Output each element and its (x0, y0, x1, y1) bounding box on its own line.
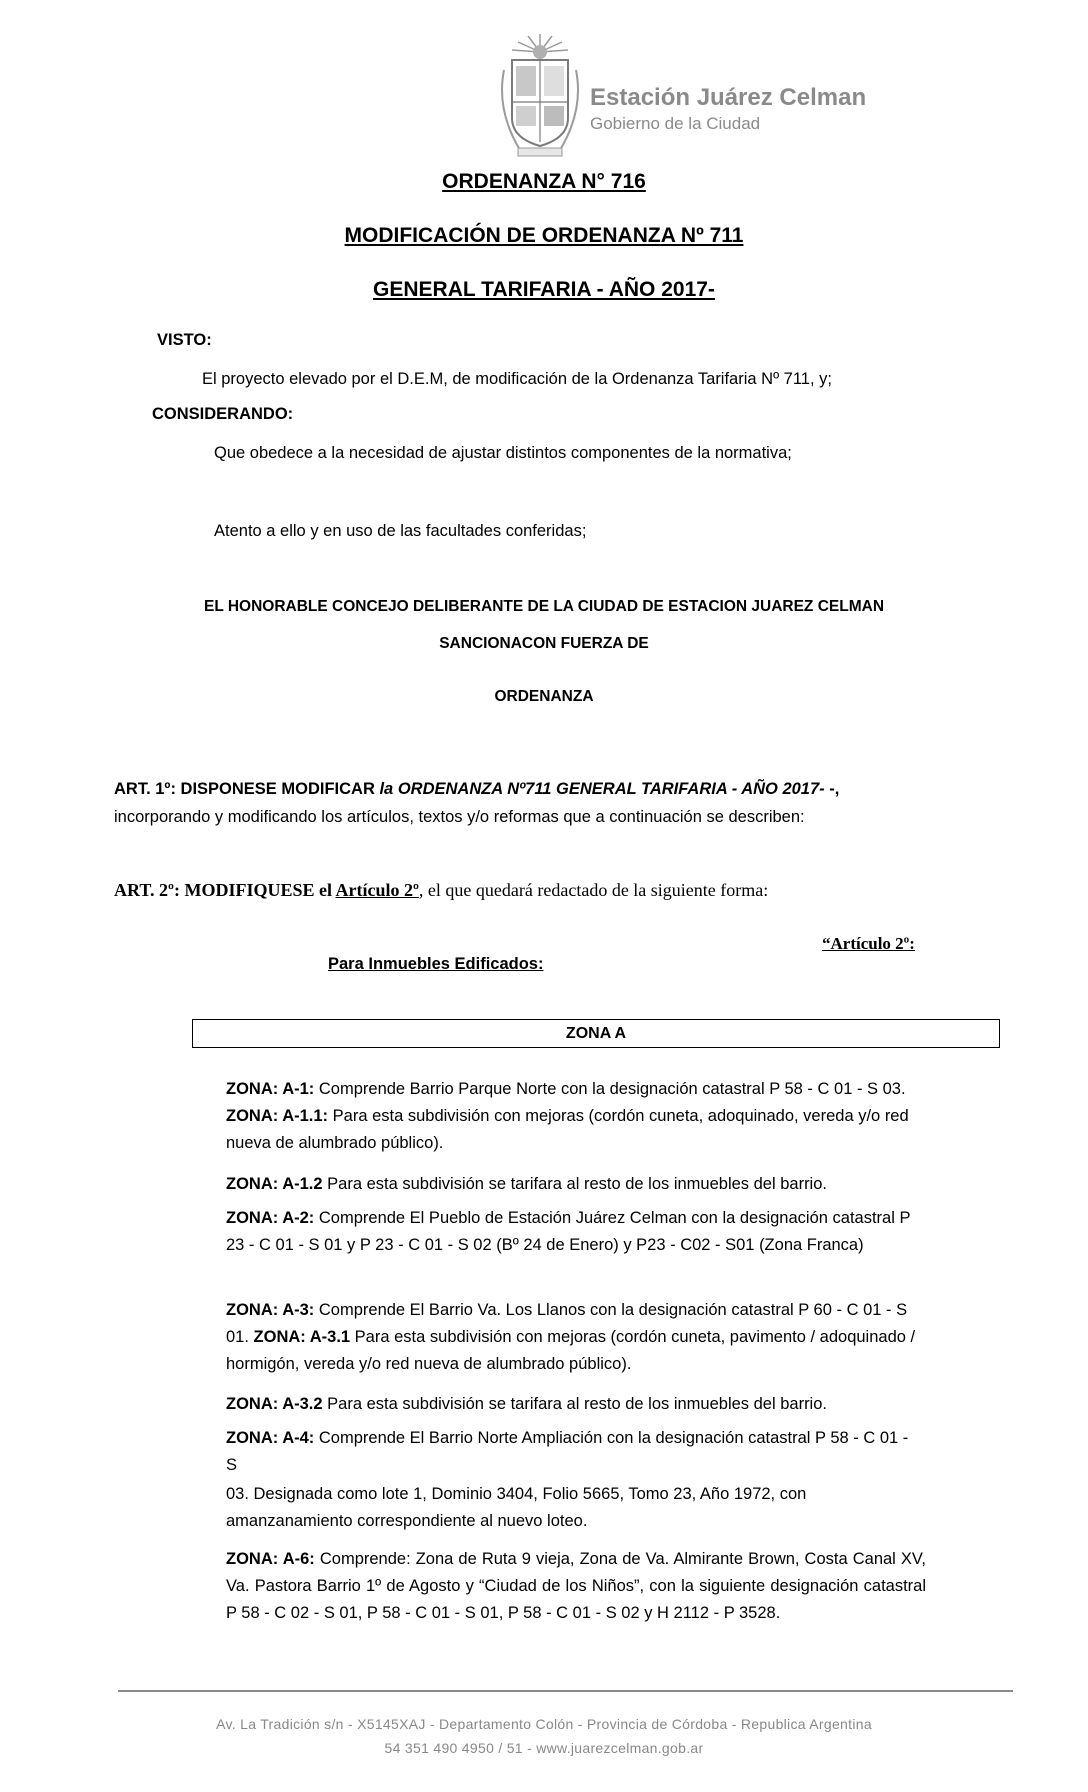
visto-label: VISTO: (157, 331, 212, 349)
zona-a31-label: ZONA: A-3.1 (253, 1328, 351, 1346)
zona-a6-text: Comprende: Zona de Ruta 9 vieja, Zona de Va. Almirante Brown, Costa Canal XV, Va. Pastora Barrio 1º de Agosto y “Ciudad de los Niños”, con la siguiente designación catastral P 58 - C 02 - S 01, P 58 - C 01 - S 01, P 58 - C 01 - S 02 y H 2112 - P 3528. (226, 1550, 926, 1622)
footer-divider (118, 1690, 1013, 1692)
art1-line-2: incorporando y modificando los artículos, textos y/o reformas que a continuación se describen: (114, 808, 805, 826)
modificacion-title: MODIFICACIÓN DE ORDENANZA Nº 711 (344, 224, 744, 247)
edificados-subtitle: Para Inmuebles Edificados: (328, 955, 544, 973)
zona-a2-label: ZONA: A-2: (226, 1209, 315, 1227)
zona-a6-label: ZONA: A-6: (226, 1550, 315, 1568)
zona-a1-text: Comprende Barrio Parque Norte con la designación catastral P 58 - C 01 - S 03. (314, 1080, 906, 1098)
brand-subtitle: Gobierno de la Ciudad (590, 114, 761, 133)
art2-tail: , el que quedará redactado de la siguiente forma: (418, 880, 769, 900)
art1-label: ART. 1º: DISPONESE MODIFICAR (114, 780, 380, 798)
art2-label: ART. 2º: MODIFIQUESE el (114, 880, 336, 900)
zona-a3-paragraph (226, 1297, 926, 1378)
art1-italic: la ORDENANZA Nº711 GENERAL TARIFARIA - AÑO 2017- (379, 780, 825, 798)
zona-a2-text: Comprende El Pueblo de Estación Juárez Celman con la designación catastral P 23 - C 01 - S 01 y P 23 - C 01 - S 02 (Bº 24 de Enero) y P23 - C02 - S01 (Zona Franca) (226, 1209, 911, 1254)
coat-of-arms-icon (490, 30, 590, 160)
considerando-text-1: Que obedece a la necesidad de ajustar distintos componentes de la normativa; (214, 444, 792, 462)
ordenanza-title: ORDENANZA N° 716 (442, 170, 646, 193)
sanciona-line-2: SANCIONACON FUERZA DE (439, 635, 649, 652)
art2-line (114, 880, 768, 901)
footer-address: Av. La Tradición s/n - X5145XAJ - Departamento Colón - Provincia de Córdoba - Republica Argentina (216, 1716, 872, 1732)
zona-a3-label: ZONA: A-3: (226, 1301, 315, 1319)
considerando-text-2: Atento a ello y en uso de las facultades conferidas; (214, 522, 587, 540)
zona-a12-paragraph (226, 1171, 926, 1198)
zona-a4-paragraph (226, 1425, 916, 1479)
art2-articulo: Artículo 2º (335, 880, 419, 900)
considerando-label: CONSIDERANDO: (152, 405, 294, 423)
zona-a32-label: ZONA: A-3.2 (226, 1395, 323, 1413)
art2-quote: “Artículo 2º: (822, 934, 915, 953)
zona-a4-paragraph-2: 03. Designada como lote 1, Dominio 3404, Folio 5665, Tomo 23, Año 1972, con amanzanamiento correspondiente al nuevo loteo. (226, 1485, 807, 1530)
visto-text: El proyecto elevado por el D.E.M, de modificación de la Ordenanza Tarifaria Nº 711, y; (202, 370, 832, 388)
zona-a31-text: Para esta subdivisión con mejoras (cordón cuneta, pavimento / adoquinado / hormigón, vereda y/o red nueva de alumbrado público). (226, 1328, 916, 1373)
tarifaria-title: GENERAL TARIFARIA - AÑO 2017- (373, 278, 715, 301)
header-logo (490, 30, 870, 160)
zona-a12-label: ZONA: A-1.2 (226, 1175, 323, 1193)
footer-contact: 54 351 490 4950 / 51 - www.juarezcelman.gob.ar (384, 1740, 704, 1756)
sanciona-line-1: EL HONORABLE CONCEJO DELIBERANTE DE LA CIUDAD DE ESTACION JUAREZ CELMAN (203, 598, 885, 615)
zona-a2-paragraph (226, 1205, 926, 1259)
zona-a4-text: Comprende El Barrio Norte Ampliación con la designación catastral P 58 - C 01 - S (226, 1429, 909, 1474)
art1-line-1 (114, 780, 839, 799)
zona-a32-paragraph (226, 1391, 926, 1418)
zona-a11-text: Para esta subdivisión con mejoras (cordón cuneta, adoquinado, vereda y/o red nueva de alumbrado público). (226, 1107, 909, 1152)
art1-tail: -, (824, 780, 840, 798)
zona-a12-text: Para esta subdivisión se tarifara al resto de los inmuebles del barrio. (322, 1175, 827, 1193)
zona-a1-label: ZONA: A-1: (226, 1080, 315, 1098)
zona-a3-text: Comprende El Barrio Va. Los Llanos con la designación catastral P 60 - C 01 - S 01. (226, 1301, 908, 1346)
zona-a-header: ZONA A (192, 1019, 1000, 1048)
sanciona-line-3: ORDENANZA (494, 688, 594, 705)
zona-a6-paragraph (226, 1546, 926, 1627)
zona-a4-label: ZONA: A-4: (226, 1429, 315, 1447)
brand-title: Estación Juárez Celman (590, 84, 867, 111)
zona-a11-label: ZONA: A-1.1: (226, 1107, 329, 1125)
zona-a1-paragraph (226, 1076, 926, 1157)
zona-a32-text: Para esta subdivisión se tarifara al resto de los inmuebles del barrio. (322, 1395, 827, 1413)
